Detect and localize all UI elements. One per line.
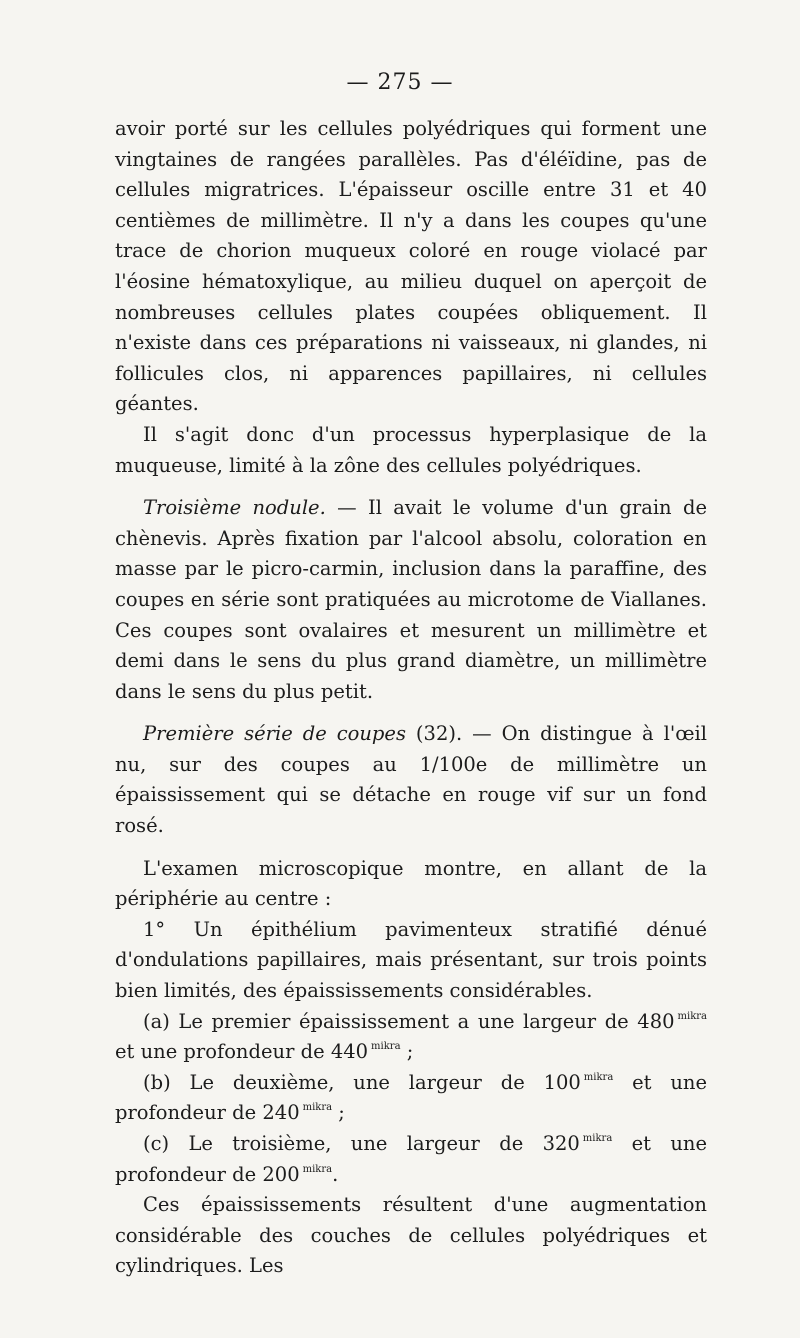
paragraph-text: (32). — On distingue à l'œil nu, sur des coupes au 1/100e de millimètre un épaississement qui se détache en rouge vif sur un fond rosé. (115, 722, 707, 838)
paragraph: 1° Un épithélium pavimenteux stratifié dénué d'ondulations papillaires, mais présentant, sur trois points bien limités, des épaississements considérables. (115, 917, 707, 1003)
paragraph (115, 1007, 707, 1068)
section-heading: Troisième nodule. (143, 496, 326, 520)
paragraph-text: — Il avait le volume d'un grain de chènevis. Après fixation par l'alcool absolu, coloration en masse par le picro-carmin, inclusion dans la paraffine, des coupes en série sont pratiquées au microtome de Viallanes. Ces coupes sont ovalaires et mesurent un millimètre et demi dans le sens du plus grand diamètre, un millimètre dans le sens du plus petit. (115, 496, 707, 703)
measurement-text: et une profondeur de 200 (115, 1132, 707, 1186)
measurement-text: ; (400, 1040, 414, 1064)
paragraph (115, 1129, 707, 1190)
unit-superscript: mikra (583, 1071, 614, 1083)
measurement-text: et une profondeur de 440 (115, 1040, 369, 1064)
measurement-text: (b) Le deuxième, une largeur de 100 (143, 1070, 581, 1094)
paragraph (115, 1068, 707, 1129)
page-number: — 275 — (346, 70, 454, 95)
unit-superscript: mikra (302, 1102, 333, 1114)
measurement-text: (a) Le premier épaississement a une largeur de 480 (143, 1009, 675, 1033)
paragraph: Ces épaississements résultent d'une augmentation considérable des couches de cellules polyédriques et cylindriques. Les (115, 1193, 707, 1278)
measurement-text: ; (332, 1101, 345, 1125)
paragraph (115, 719, 707, 841)
unit-superscript: mikra (677, 1010, 707, 1022)
measurement-text: . (332, 1162, 339, 1186)
paragraph: L'examen microscopique montre, en allant de la périphérie au centre : (115, 856, 707, 911)
unit-superscript: mikra (302, 1163, 333, 1175)
paragraph: Il s'agit donc d'un processus hyperplasique de la muqueuse, limité à la zône des cellules polyédriques. (115, 422, 707, 477)
measurement-text: et une profondeur de 240 (115, 1070, 707, 1125)
measurement-text: (c) Le troisième, une largeur de 320 (143, 1132, 580, 1155)
unit-superscript: mikra (582, 1133, 613, 1144)
body-text (115, 114, 707, 1282)
section-heading: Première série de coupes (143, 722, 406, 746)
unit-superscript: mikra (371, 1041, 401, 1053)
paragraph (115, 493, 707, 707)
paragraph: avoir porté sur les cellules polyédriques qui forment une vingtaines de rangées parallèles. Pas d'éléïdine, pas de cellules migratrices. L'épaisseur oscille entre 31 et 40 centièmes de millimètre. Il n'y a dans les coupes qu'une trace de chorion muqueux coloré en rouge violacé par l'éosine hématoxylique, au milieu duquel on aperçoit de nombreuses cellules plates coupées obliquement. Il n'existe dans ces préparations ni vaisseaux, ni glandes, ni follicules clos, ni apparences papillaires, ni cellules géantes. (115, 117, 707, 416)
